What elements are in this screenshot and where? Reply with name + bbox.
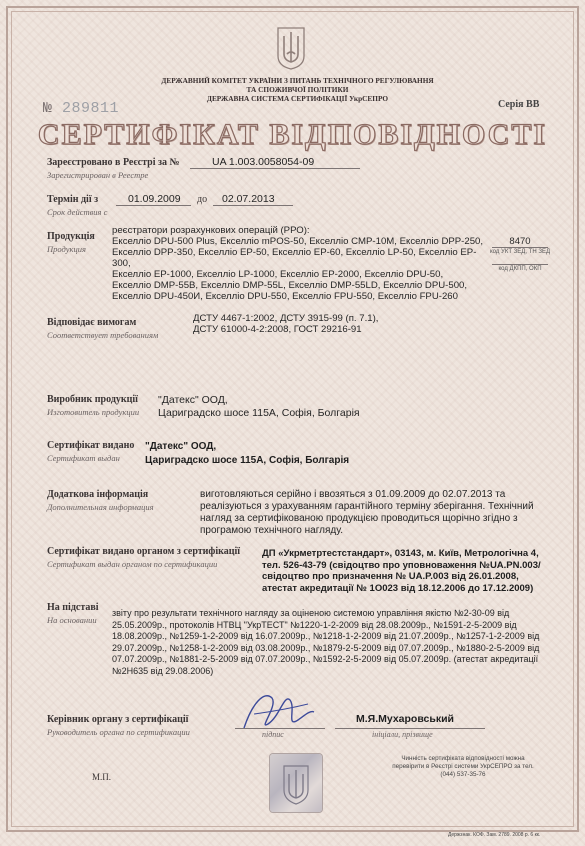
agency-line-2: ТА СПОЖИВЧОЇ ПОЛІТИКИ <box>246 85 349 94</box>
signature-line <box>235 728 325 729</box>
issuing-body-label: Сертифікат видано органом з сертифікації <box>47 546 241 557</box>
hologram-trident-icon <box>270 754 322 812</box>
validity-from: 01.09.2009 <box>128 193 181 205</box>
registered-label: Зареєстровано в Реєстрі за № <box>47 157 180 168</box>
product-line: Екселліо DPU-500 Plus, Екселліо mPOS-50, Екселліо CMP-10M, Екселліо DPP-250, <box>112 236 484 247</box>
requirements-line: ДСТУ 61000-4-2:2008, ГОСТ 29216-91 <box>193 324 362 335</box>
basis-line: 25.05.2009р., протоколів НТВЦ "УкрТЕСТ" №1220-1-2-2009 від 28.08.2009р., №1591-2-5-2009 від <box>112 619 517 630</box>
requirements-lines <box>193 313 523 335</box>
additional-sub: Дополнительная информация <box>47 502 154 512</box>
additional-line: програмою технічного нагляду. <box>200 525 344 536</box>
manufacturer-label: Виробник продукції <box>47 394 138 405</box>
issuing-body-lines <box>262 548 552 594</box>
issuing-body-line: свідоцтво про призначення № UA.P.003 від 26.01.2008, <box>262 571 519 582</box>
requirements-sub: Соответствует требованиям <box>47 330 159 340</box>
series-label: Серія ВВ <box>498 99 540 110</box>
product-line: Екселліо DMP-55B, Екселліо DMP-55L, Екселліо DMP-55LD, Екселліо DPU-500, <box>112 280 468 291</box>
agency-line-3: ДЕРЖАВНА СИСТЕМА СЕРТИФІКАЦІЇ УкрСЕПРО <box>206 94 389 103</box>
additional-line: реалізуються з урахуванням гарантійного терміну зберігання. Технічний <box>200 501 534 512</box>
issuing-body-line: тел. 526-43-79 (свідоцтво про уповноваження №UA.PN.003/ <box>262 559 541 571</box>
issued-to-line: Цариградско шосе 115А, Софія, Болгарія <box>145 455 350 466</box>
stamp-label: М.П. <box>92 772 112 782</box>
product-code-label-2: код ДКПП, ОКП <box>498 266 542 272</box>
agency-line-1: ДЕРЖАВНИЙ КОМІТЕТ УКРАЇНИ З ПИТАНЬ ТЕХНІЧНОГО РЕГУЛЮВАННЯ <box>161 76 434 85</box>
validity-from-line <box>116 205 191 206</box>
validity-sub: Срок действия с <box>47 207 108 217</box>
manufacturer-sub: Изготовитель продукции <box>47 407 140 417</box>
issuing-body-line: ДП «Укрметртестстандарт», 03143, м. Київ, Метрологічна 4, <box>262 548 539 559</box>
validity-to: 02.07.2013 <box>222 193 275 205</box>
head-label: Керівник органу з сертифікації <box>47 714 189 725</box>
requirements-label: Відповідає вимогам <box>47 317 137 328</box>
serial-number <box>43 100 119 117</box>
basis-lines <box>112 608 552 677</box>
validity-to-line <box>213 205 293 206</box>
product-code-label-1: код УКТ ЗЕД, ТН ЗЕД <box>489 249 551 255</box>
issued-to-label: Сертифікат видано <box>47 440 135 451</box>
product-lines <box>112 225 492 302</box>
product-code-line <box>492 247 548 248</box>
manufacturer-line: "Датекс" ООД, <box>158 394 228 406</box>
basis-line: 18.08.2009р., №1259-1-2-2009 від 16.07.2009р., №1218-1-2-2009 від 21.07.2009р., №1257-1-2-2009 від <box>112 631 540 641</box>
issued-to-line: "Датекс" ООД, <box>145 441 217 452</box>
product-sub: Продукция <box>47 244 86 254</box>
serial-prefix: № <box>43 100 53 117</box>
basis-line: №2Н635 від 29.08.2006) <box>112 665 214 676</box>
registered-sub: Зарегистрирован в Реестре <box>47 170 149 180</box>
issuing-body-line: атестат акредитації № 1О023 від 18.12.2006 до 17.12.2009) <box>262 582 534 594</box>
manufacturer-line: Цариградско шосе 115А, Софія, Болгарія <box>158 407 360 419</box>
validity-to-label: до <box>197 194 208 205</box>
product-code: 8470 <box>509 236 531 247</box>
additional-line: нагляд за сертифікованою продукцією проводиться щорічно згідно з <box>200 513 518 524</box>
product-line: Екселліо EP-1000, Екселліо LP-1000, Екселліо EP-2000, Екселліо DPU-50, <box>112 269 444 280</box>
basis-label: На підставі <box>47 602 99 613</box>
registered-line <box>190 168 360 169</box>
issuing-body-sub: Сертификат выдан органом по сертификации <box>47 559 218 569</box>
manufacturer-lines <box>158 394 488 420</box>
validity-label: Термін дії з <box>47 194 99 205</box>
serial-value: 289811 <box>62 100 120 117</box>
registered-value: UA 1.003.0058054-09 <box>212 156 315 168</box>
head-sub: Руководитель органа по сертификации <box>47 727 190 737</box>
basis-line: 29.07.2009р., №1258-1-2-2009 від 03.08.2009р., №1879-2-5-2009 від 07.07.2009р., №1880-2-5-2009 від <box>112 642 540 653</box>
product-line: Екселліо DPU-450И, Екселліо DPU-550, Екселліо FPU-550, Екселліо FPU-260 <box>112 291 458 302</box>
basis-sub: На основании <box>47 615 97 625</box>
basis-line: звіту про результати технічного нагляду за оціненою системою управління якістю №2-30-09 від <box>112 608 510 618</box>
issued-to-sub: Сертификат выдан <box>47 453 120 463</box>
name-caption: ініціали, прізвище <box>372 730 433 739</box>
basis-line: 07.07.2009р., №1881-2-5-2009 від 07.07.2009р., №1592-2-5-2009 від 05.07.2009р. (атестат акредитації <box>112 654 539 664</box>
additional-lines <box>200 489 548 537</box>
registry-note: Чинність сертифіката відповідності можна перевірити в Реєстрі системи УкрСЕПРО за тел. (044) 537-35-76 <box>392 755 534 778</box>
trident-emblem-icon <box>276 26 306 70</box>
product-label: Продукція <box>47 231 95 242</box>
additional-label: Додаткова інформація <box>47 489 149 500</box>
certificate-title: СЕРТИФІКАТ ВІДПОВІДНОСТІ <box>37 118 548 151</box>
printer-footer: Держзнак. КОФ. Зам. 2789. 2008 р. 6 кк. <box>448 832 541 838</box>
additional-line: виготовляються серійно і ввозяться з 01.09.2009 до 02.07.2013 та <box>200 489 506 500</box>
hologram <box>270 754 322 812</box>
product-line: реєстратори розрахункових операцій (РРО): <box>112 225 310 236</box>
product-line: Екселліо DPP-350, Екселліо EP-50, Екселліо EP-60, Екселліо LP-50, Екселліо EP-300, <box>112 247 477 269</box>
name-line <box>335 728 485 729</box>
product-code-line-2 <box>492 264 548 265</box>
signature-caption: підпис <box>262 730 284 739</box>
requirements-line: ДСТУ 4467-1:2002, ДСТУ 3915-99 (п. 7.1), <box>193 313 379 324</box>
head-name: М.Я.Мухаровський <box>356 713 455 725</box>
issued-to-lines <box>145 440 475 468</box>
